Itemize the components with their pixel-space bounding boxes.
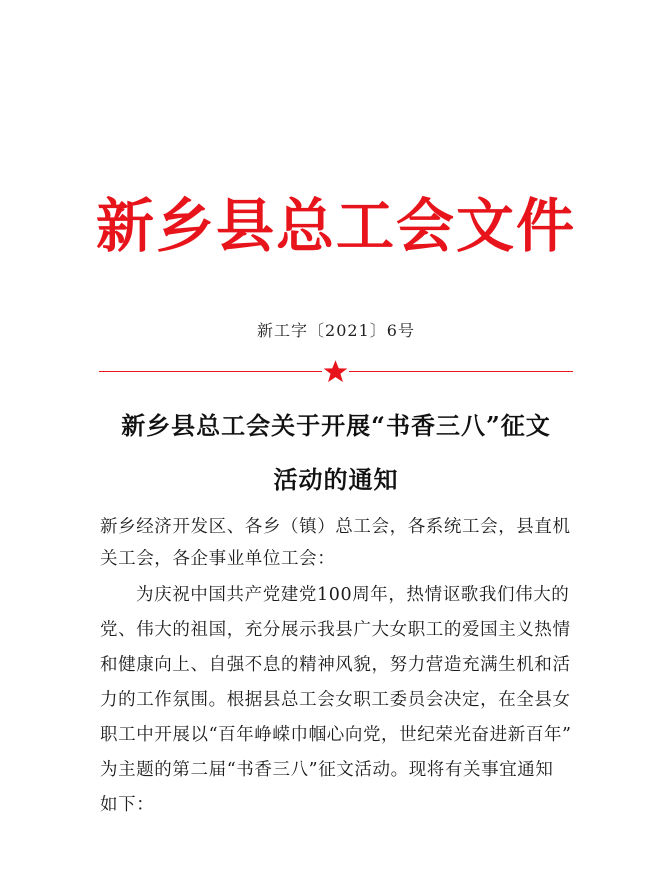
body-line-paragraph: 如下： xyxy=(100,795,155,815)
body-line-paragraph: 力的工作氛围。根据县总工会女职工委员会决定，在全县女 xyxy=(100,690,571,710)
body-line-paragraph: 为庆祝中国共产党建党100周年，热情讴歌我们伟大的 xyxy=(136,585,570,605)
notice-title-line-2: 活动的通知 xyxy=(273,465,399,494)
body-line-paragraph: 和健康向上、自强不息的精神风貌，努力营造充满生机和活 xyxy=(100,655,571,675)
document-header-title: 新乡县总工会文件 xyxy=(95,192,576,260)
body-line-addressee-1: 新乡经济开发区、各乡（镇）总工会，各系统工会，县直机 xyxy=(100,517,571,537)
body-line-paragraph: 党、伟大的祖国，充分展示我县广大女职工的爱国主义热情 xyxy=(100,620,571,640)
red-divider-right xyxy=(349,371,573,372)
notice-title-line-1: 新乡县总工会关于开展“书香三八”征文 xyxy=(121,411,551,440)
body-line-paragraph: 职工中开展以“百年峥嵘巾帼心向党，世纪荣光奋进新百年” xyxy=(100,725,572,745)
body-line-paragraph: 为主题的第二届“书香三八”征文活动。现将有关事宜通知 xyxy=(100,760,554,780)
document-number: 新工字〔2021〕6号 xyxy=(257,321,415,340)
body-line-addressee-2: 关工会，各企事业单位工会： xyxy=(100,549,336,569)
red-star-icon xyxy=(322,358,349,385)
red-divider-left xyxy=(99,371,322,372)
